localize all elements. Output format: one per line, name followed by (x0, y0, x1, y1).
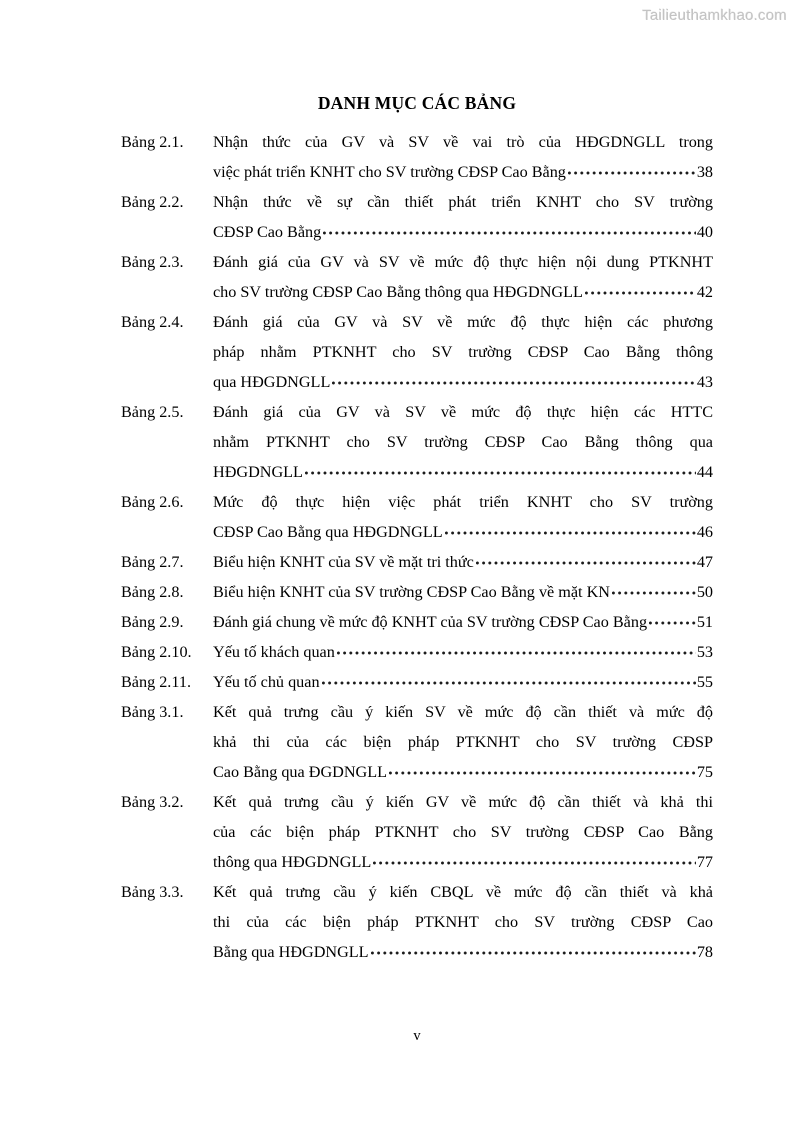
toc-entry-line: nhằm PTKNHT cho SV trường CĐSP Cao Bằng thông qua (213, 433, 713, 451)
page-ref: 78 (696, 943, 713, 961)
dot-leader (332, 374, 695, 387)
toc-entry-label: Bảng 3.1. (121, 703, 184, 721)
page-ref: 43 (696, 373, 713, 391)
dot-leader (371, 944, 696, 957)
toc-entry-last-line (213, 577, 713, 607)
page-ref: 44 (696, 463, 713, 481)
toc-entry-last-line (213, 517, 713, 547)
toc-entry-text: Yếu tố khách quan (213, 643, 335, 661)
toc-entry-last-line (213, 667, 713, 697)
dot-leader (337, 644, 696, 657)
toc-entry-last-line (213, 607, 713, 637)
toc-entry (121, 487, 713, 547)
toc-entry (121, 397, 713, 487)
table-of-tables-list (121, 127, 713, 967)
toc-entry-label: Bảng 3.3. (121, 883, 184, 901)
page-ref: 50 (696, 583, 713, 601)
toc-entry-last-line (213, 937, 713, 967)
toc-entry (121, 877, 713, 967)
toc-entry (121, 787, 713, 877)
dot-leader (322, 674, 696, 687)
toc-entry (121, 667, 713, 697)
dot-leader (373, 854, 696, 867)
toc-entry-text: HĐGDNGLL (213, 463, 303, 481)
toc-entry-line: Nhận thức về sự cần thiết phát triển KNHT cho SV trường (213, 193, 713, 211)
toc-entry-label: Bảng 2.7. (121, 553, 184, 571)
dot-leader (612, 584, 696, 597)
toc-entry-last-line (213, 547, 713, 577)
toc-entry-label: Bảng 2.11. (121, 673, 191, 691)
toc-entry-last-line (213, 637, 713, 667)
toc-entry-label: Bảng 2.4. (121, 313, 184, 331)
toc-entry (121, 607, 713, 637)
toc-entry-label: Bảng 2.1. (121, 133, 184, 151)
toc-entry (121, 697, 713, 787)
dot-leader (305, 464, 696, 477)
page-ref: 47 (696, 553, 713, 571)
toc-entry-text: qua HĐGDNGLL (213, 373, 331, 391)
page-ref: 38 (696, 163, 713, 181)
toc-entry-line: thi của các biện pháp PTKNHT cho SV trường CĐSP Cao (213, 913, 713, 931)
page-ref: 75 (696, 763, 713, 781)
toc-entry-text: Biểu hiện KNHT của SV trường CĐSP Cao Bằng về mặt KN (213, 583, 610, 601)
toc-entry-label: Bảng 2.9. (121, 613, 184, 631)
toc-entry-text: cho SV trường CĐSP Cao Bằng thông qua HĐGDNGLL (213, 283, 583, 301)
toc-entry-text: CĐSP Cao Bằng (213, 223, 322, 241)
toc-entry-text: thông qua HĐGDNGLL (213, 853, 372, 871)
toc-entry-text: Cao Bằng qua ĐGDNGLL (213, 763, 387, 781)
dot-leader (389, 764, 696, 777)
toc-entry-line: Kết quả trưng cầu ý kiến CBQL về mức độ cần thiết và khả (213, 883, 713, 901)
toc-entry-last-line (213, 217, 713, 247)
toc-entry-label: Bảng 3.2. (121, 793, 184, 811)
dot-leader (568, 164, 696, 177)
dot-leader (649, 614, 696, 627)
toc-entry-label: Bảng 2.3. (121, 253, 184, 271)
dot-leader (585, 284, 696, 297)
page-ref: 40 (696, 223, 713, 241)
toc-entry-label: Bảng 2.8. (121, 583, 184, 601)
page-ref: 53 (696, 643, 713, 661)
toc-entry-line: Kết quả trưng cầu ý kiến GV về mức độ cần thiết và khả thi (213, 793, 713, 811)
toc-entry-last-line (213, 847, 713, 877)
toc-entry-line: Nhận thức của GV và SV về vai trò của HĐGDNGLL trong (213, 133, 713, 151)
toc-entry-line: của các biện pháp PTKNHT cho SV trường CĐSP Cao Bằng (213, 823, 713, 841)
toc-entry-line: Đánh giá của GV và SV về mức độ thực hiện các phương (213, 313, 713, 331)
toc-entry-text: Biểu hiện KNHT của SV về mặt tri thức (213, 553, 474, 571)
toc-entry-last-line (213, 457, 713, 487)
page-ref: 55 (696, 673, 713, 691)
toc-entry (121, 547, 713, 577)
page-ref: 51 (696, 613, 713, 631)
toc-entry-label: Bảng 2.2. (121, 193, 184, 211)
toc-entry (121, 637, 713, 667)
page-ref: 46 (696, 523, 713, 541)
toc-entry (121, 187, 713, 247)
toc-entry-line: Mức độ thực hiện việc phát triển KNHT cho SV trường (213, 493, 713, 511)
toc-entry (121, 127, 713, 187)
toc-entry-line: Đánh giá của GV và SV về mức độ thực hiện các HTTC (213, 403, 713, 421)
toc-entry (121, 247, 713, 307)
toc-entry (121, 577, 713, 607)
page-title: DANH MỤC CÁC BẢNG (317, 93, 517, 113)
toc-entry-text: việc phát triển KNHT cho SV trường CĐSP Cao Bằng (213, 163, 566, 181)
dot-leader (323, 224, 696, 237)
toc-entry-last-line (213, 277, 713, 307)
toc-entry-last-line (213, 157, 713, 187)
toc-entry-text: Bằng qua HĐGDNGLL (213, 943, 369, 961)
toc-entry-label: Bảng 2.6. (121, 493, 184, 511)
toc-entry-text: Đánh giá chung về mức độ KNHT của SV trường CĐSP Cao Bằng (213, 613, 648, 631)
watermark-site-label: Tailieuthamkhao.com (642, 7, 787, 24)
toc-entry-last-line (213, 757, 713, 787)
page-number: v (413, 1028, 421, 1044)
page-ref: 42 (696, 283, 713, 301)
toc-entry-line: pháp nhằm PTKNHT cho SV trường CĐSP Cao Bằng thông (213, 343, 713, 361)
toc-entry-line: Đánh giá của GV và SV về mức độ thực hiện nội dung PTKNHT (213, 253, 713, 271)
dot-leader (445, 524, 696, 537)
toc-entry-label: Bảng 2.5. (121, 403, 184, 421)
toc-entry-line: khả thi của các biện pháp PTKNHT cho SV trường CĐSP (213, 733, 713, 751)
toc-entry-last-line (213, 367, 713, 397)
dot-leader (476, 554, 696, 567)
toc-entry-text: CĐSP Cao Bằng qua HĐGDNGLL (213, 523, 443, 541)
toc-entry (121, 307, 713, 397)
toc-entry-label: Bảng 2.10. (121, 643, 192, 661)
page-ref: 77 (696, 853, 713, 871)
toc-entry-line: Kết quả trưng cầu ý kiến SV về mức độ cần thiết và mức độ (213, 703, 713, 721)
toc-entry-text: Yếu tố chủ quan (213, 673, 320, 691)
